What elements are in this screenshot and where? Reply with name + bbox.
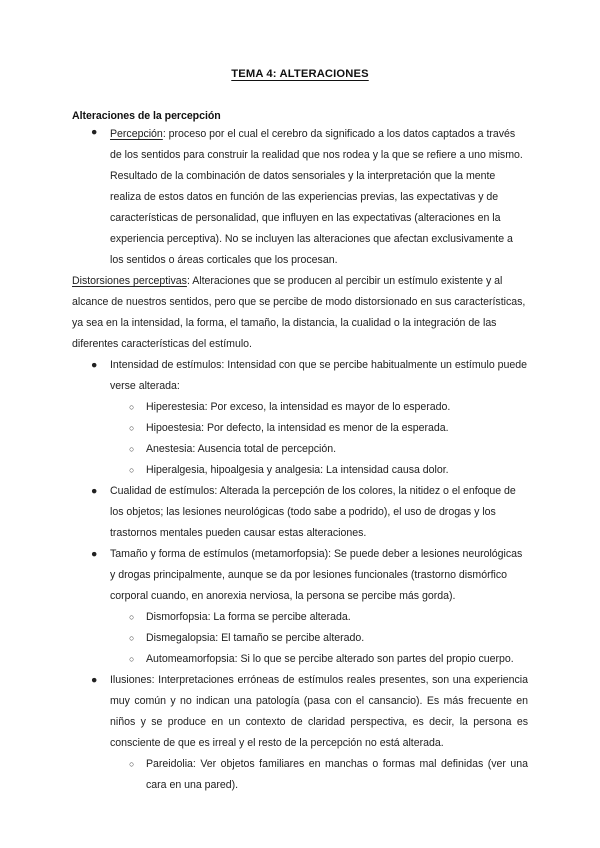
list-item-text-cualidad: Cualidad de estímulos: Alterada la percepción de los colores, la nitidez o el enfoque de los objetos; las lesiones neurológicas (todo sabe a podrido), el uso de drogas y los trastornos mentales pueden causar estas alteraciones.	[110, 485, 516, 539]
term-distorsiones-perceptivas: Distorsiones perceptivas	[72, 275, 187, 287]
sub-list-item-text-hiperestesia: Hiperestesia: Por exceso, la intensidad es mayor de lo esperado.	[146, 401, 451, 413]
sub-list-item-text-anestesia: Anestesia: Ausencia total de percepción.	[146, 443, 337, 455]
paragraph-distorsiones-perceptivas	[0, 271, 600, 355]
sub-list-item	[0, 607, 600, 628]
page-title: TEMA 4: ALTERACIONES	[231, 68, 369, 80]
list-item	[0, 481, 600, 544]
sub-list-item-text-automeamorfopsia: Automeamorfopsia: Si lo que se percibe alterado son partes del propio cuerpo.	[146, 653, 514, 665]
bullet-circle-icon: ○	[129, 402, 135, 412]
sub-list-item	[0, 460, 600, 481]
list-item	[0, 355, 600, 397]
sub-list-item	[0, 649, 600, 670]
sub-list-item	[0, 397, 600, 418]
bullet-disc-icon: ●	[91, 674, 98, 686]
list-item	[0, 122, 600, 271]
list-item-text-tamano-forma: Tamaño y forma de estímulos (metamorfopsia): Se puede deber a lesiones neurológicas y drogas principalmente, aunque se da por lesiones funcionales (trastorno dismórfico corporal cuando, en anorexia nerviosa, la persona se percibe más gorda).	[110, 548, 523, 602]
bullet-circle-icon: ○	[129, 612, 135, 622]
bullet-circle-icon: ○	[129, 465, 135, 475]
bullet-disc-icon: ●	[91, 548, 98, 560]
sub-list-item	[0, 439, 600, 460]
sub-list-item	[0, 418, 600, 439]
list-item-text-intensidad: Intensidad de estímulos: Intensidad con que se percibe habitualmente un estímulo puede verse alterada:	[110, 359, 528, 392]
definition-distorsiones-perceptivas: Alteraciones que se producen al percibir un estímulo existente y al alcance de nuestros sentidos, pero que se percibe de modo distorsionado en sus características, ya sea en la intensidad, la forma, el tamaño, la distancia, la cualidad o la integración de las diferentes características del estímulo.	[72, 275, 526, 350]
bullet-circle-icon: ○	[129, 423, 135, 433]
list-item	[0, 544, 600, 607]
bullet-circle-icon: ○	[129, 654, 135, 664]
sub-list-item-text-hipoestesia: Hipoestesia: Por defecto, la intensidad es menor de la esperada.	[146, 422, 449, 434]
sub-list-item-text-hiperalgesia: Hiperalgesia, hipoalgesia y analgesia: La intensidad causa dolor.	[146, 464, 449, 476]
sub-list-item-text-dismorfopsia: Dismorfopsia: La forma se percibe alterada.	[146, 611, 351, 623]
term-separator: :	[162, 128, 169, 140]
list-item-text-ilusiones: Ilusiones: Interpretaciones erróneas de estímulos reales presentes, son una experiencia muy común y no indican una patología (pasa con el cansancio). Es más frecuente en niños y se produce en un contexto de claridad perspectiva, es decir, la persona es consciente de que es irreal y el resto de la percepción no está alterada.	[110, 674, 528, 749]
list-item	[0, 670, 600, 754]
sub-list-item	[0, 754, 600, 796]
bullet-disc-icon: ●	[91, 485, 98, 497]
bullet-circle-icon: ○	[129, 633, 135, 643]
bullet-circle-icon: ○	[129, 759, 135, 769]
definition-percepcion: proceso por el cual el cerebro da significado a los datos captados a través de los sentidos para construir la realidad que nos rodea y la que se refiere a uno mismo. Resultado de la combinación de datos sensoriales y la interpretación que la mente realiza de estos datos en función de las experiencias previas, las expectativas y de características de personalidad, que influyen en las expectativas (alteraciones en la experiencia perceptiva). No se incluyen las alteraciones que afectan exclusivamente a los sentidos o áreas corticales que los procesan.	[110, 128, 523, 266]
sub-list-item	[0, 628, 600, 649]
section-heading-alteraciones-percepcion: Alteraciones de la percepción	[72, 110, 221, 122]
sub-list-item-text-dismegalopsia: Dismegalopsia: El tamaño se percibe alterado.	[146, 632, 365, 644]
term-separator: :	[186, 275, 193, 287]
bullet-disc-icon: ●	[91, 126, 98, 138]
bullet-circle-icon: ○	[129, 444, 135, 454]
bullet-disc-icon: ●	[91, 359, 98, 371]
term-percepcion: Percepción	[110, 128, 163, 140]
sub-list-item-text-pareidolia: Pareidolia: Ver objetos familiares en manchas o formas mal definidas (ver una cara en una pared).	[146, 758, 528, 791]
